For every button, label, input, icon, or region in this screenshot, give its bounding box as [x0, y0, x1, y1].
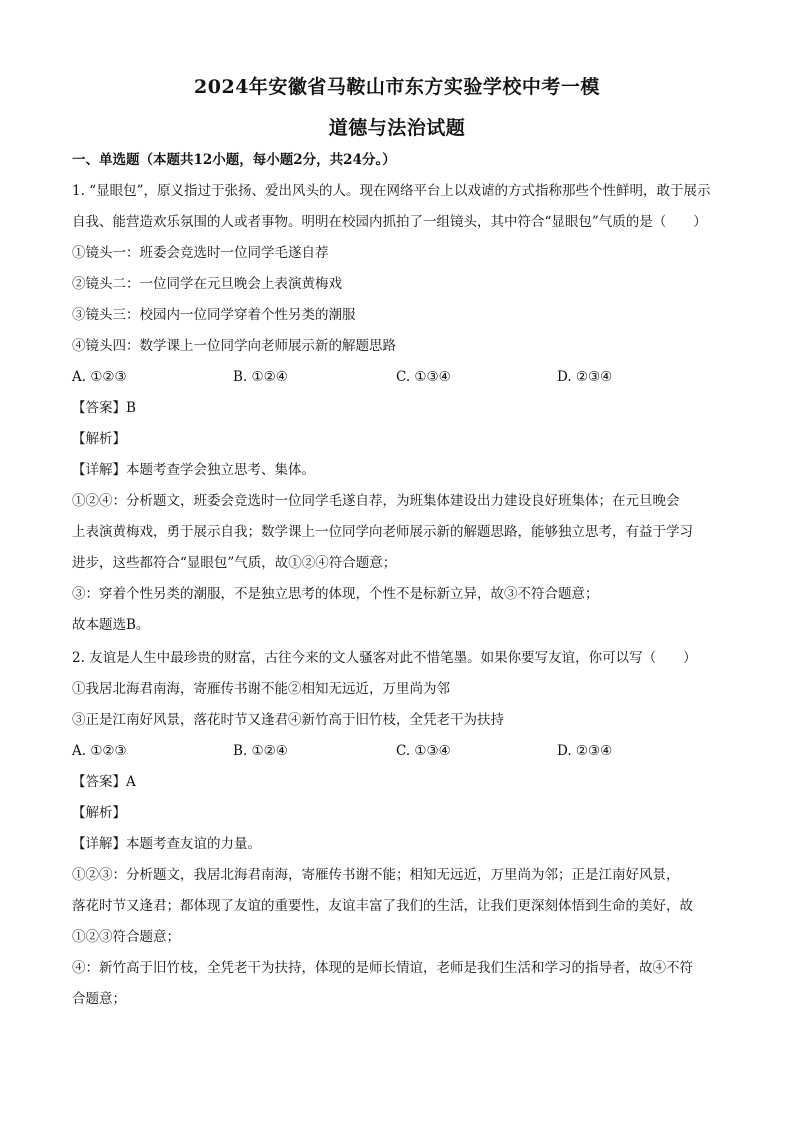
- q1-stem-line-1: 1. “显眼包”，原义指过于张扬、爱出风头的人。现在网络平台上以戏谑的方式指称那些个性鲜明，敢于展示: [72, 183, 711, 199]
- q2-explanation-line-4: ④：新竹高于旧竹枝，全凭老干为扶持，体现的是师长情谊，老师是我们生活和学习的指导者，故④不符: [72, 960, 693, 976]
- q1-item-4: ④镜头四：数学课上一位同学向老师展示新的解题思路: [72, 338, 396, 354]
- q2-answer: 【答案】A: [72, 774, 136, 790]
- q2-explanation-line-1: ①②③：分析题文，我居北海君南海，寄雁传书谢不能；相知无远近，万里尚为邻；正是江南好风景，: [72, 867, 680, 883]
- q1-item-3: ③镜头三：校园内一位同学穿着个性另类的潮服: [72, 307, 356, 323]
- q2-detail: 【详解】本题考查友谊的力量。: [72, 836, 261, 852]
- q2-stem: 2. 友谊是人生中最珍贵的财富，古往今来的文人骚客对此不惜笔墨。如果你要写友谊，你可以写（ ）: [72, 650, 697, 666]
- q1-option-a: A. ①②③: [72, 369, 127, 385]
- q1-option-b: B. ①②④: [233, 369, 288, 385]
- q2-option-c: C. ①③④: [396, 743, 451, 759]
- q2-option-b: B. ①②④: [233, 743, 288, 759]
- q2-explanation-line-5: 合题意；: [72, 991, 126, 1007]
- q1-option-c: C. ①③④: [396, 369, 451, 385]
- q2-items-line-1: ①我居北海君南海，寄雁传书谢不能②相知无远近，万里尚为邻: [72, 681, 450, 697]
- q2-items-line-2: ③正是江南好风景，落花时节又逢君④新竹高于旧竹枝，全凭老干为扶持: [72, 712, 504, 728]
- q1-detail: 【详解】本题考查学会独立思考、集体。: [72, 462, 315, 478]
- q1-explanation-line-3: 进步，这些都符合“显眼包”气质，故①②④符合题意；: [72, 555, 397, 571]
- q1-conclusion: 故本题选B。: [72, 617, 150, 633]
- document-subtitle: 道德与法治试题: [328, 117, 466, 139]
- q1-analysis-label: 【解析】: [72, 431, 126, 447]
- document-title: 2024年安徽省马鞍山市东方实验学校中考一模: [194, 76, 600, 98]
- q2-option-d: D. ②③④: [557, 743, 613, 759]
- section-heading: 一、单选题（本题共12小题，每小题2分，共24分。）: [72, 152, 396, 168]
- q2-option-a: A. ①②③: [72, 743, 127, 759]
- q1-explanation-line-1: ①②④：分析题文，班委会竞选时一位同学毛遂自荐，为班集体建设出力建设良好班集体；在元旦晚会: [72, 493, 680, 509]
- q1-item-2: ②镜头二：一位同学在元旦晚会上表演黄梅戏: [72, 276, 342, 292]
- q2-analysis-label: 【解析】: [72, 805, 126, 821]
- q1-stem-line-2: 自我、能营造欢乐氛围的人或者事物。明明在校园内抓拍了一组镜头，其中符合“显眼包”气质的是（ ）: [72, 214, 707, 230]
- q2-explanation-line-3: ①②③符合题意；: [72, 929, 180, 945]
- q1-explanation-line-2: 上表演黄梅戏，勇于展示自我；数学课上一位同学向老师展示新的解题思路，能够独立思考，有益于学习: [72, 524, 693, 540]
- q2-explanation-line-2: 落花时节又逢君；都体现了友谊的重要性，友谊丰富了我们的生活，让我们更深刻体悟到生命的美好，故: [72, 898, 693, 914]
- q1-option-d: D. ②③④: [557, 369, 613, 385]
- q1-answer: 【答案】B: [72, 400, 136, 416]
- q1-item-1: ①镜头一：班委会竞选时一位同学毛遂自荐: [72, 245, 329, 261]
- q1-explanation-line-4: ③：穿着个性另类的潮服，不是独立思考的体现，个性不是标新立异，故③不符合题意；: [72, 586, 599, 602]
